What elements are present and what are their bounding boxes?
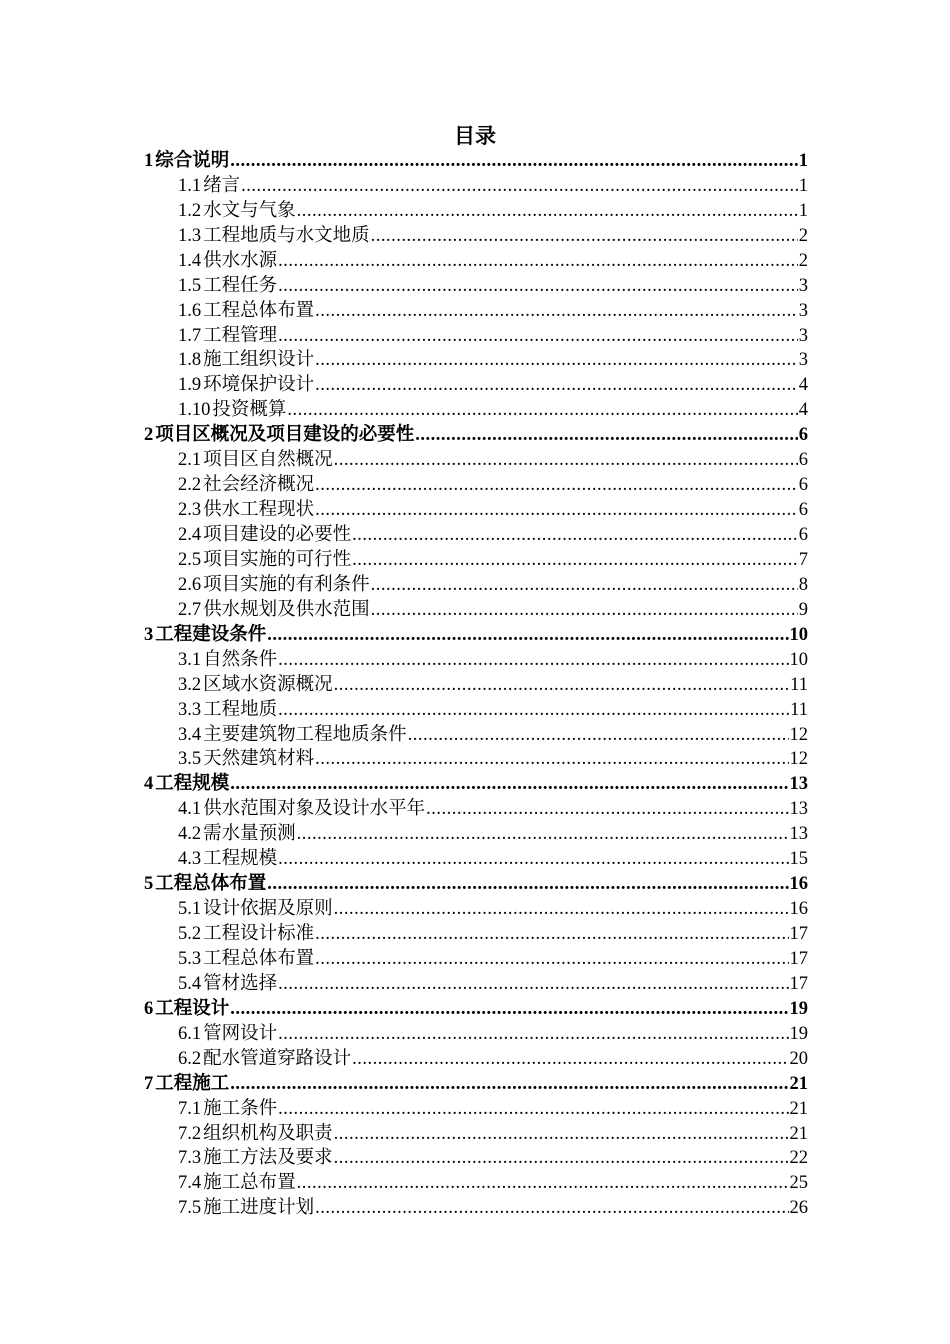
toc-entry-label [144, 623, 266, 647]
toc-section-entry[interactable] [144, 447, 808, 472]
toc-page-number: 3 [798, 325, 808, 346]
toc-section-entry[interactable] [144, 223, 808, 248]
toc-entry-number: 4 [144, 774, 154, 795]
toc-entry-label [178, 174, 240, 198]
toc-section-entry[interactable] [144, 397, 808, 422]
toc-entry-text: 施工进度计划 [203, 1197, 315, 1219]
toc-page-number: 11 [790, 674, 808, 695]
toc-section-entry[interactable] [144, 722, 808, 747]
toc-entry-label [178, 249, 277, 273]
toc-entry-text: 工程建设条件 [155, 623, 267, 645]
toc-entry-text: 施工组织设计 [203, 349, 315, 371]
toc-entry-number: 3.2 [178, 674, 202, 695]
toc-dot-leader [334, 1146, 789, 1170]
toc-entry-label [178, 448, 333, 472]
toc-entry-label [178, 822, 296, 846]
toc-entry-number: 4.3 [178, 849, 202, 870]
toc-entry-label [144, 997, 229, 1021]
toc-entry-label [178, 797, 425, 821]
toc-entry-text: 环境保护设计 [203, 374, 315, 396]
toc-entry-number: 2.6 [178, 574, 202, 595]
toc-entry-text: 施工总布置 [203, 1172, 296, 1194]
toc-section-entry[interactable] [144, 173, 808, 198]
toc-entry-label [178, 673, 333, 697]
toc-page-number: 20 [789, 1048, 808, 1069]
toc-section-entry[interactable] [144, 946, 808, 971]
toc-section-entry[interactable] [144, 896, 808, 921]
toc-entry-number: 5.4 [178, 973, 202, 994]
toc-entry-number: 7.5 [178, 1198, 202, 1219]
toc-page-number: 3 [798, 275, 808, 296]
toc-entry-label [178, 373, 314, 397]
toc-entry-number: 1.3 [178, 225, 202, 246]
toc-entry-text: 配水管道穿路设计 [203, 1047, 352, 1069]
toc-entry-number: 2.7 [178, 599, 202, 620]
toc-entry-number: 2.3 [178, 500, 202, 521]
toc-entry-label [178, 1122, 333, 1146]
toc-section-entry[interactable] [144, 597, 808, 622]
toc-chapter-entry[interactable] [144, 996, 808, 1021]
toc-entry-text: 项目建设的必要性 [203, 524, 352, 545]
toc-page-number: 17 [789, 948, 808, 969]
toc-entry-text: 供水范围对象及设计水平年 [203, 798, 426, 820]
toc-page-number: 12 [789, 749, 808, 770]
toc-page-number: 9 [798, 599, 808, 620]
toc-page-number: 26 [789, 1198, 808, 1219]
toc-chapter-entry[interactable] [144, 622, 808, 647]
toc-entry-text: 自然条件 [203, 648, 278, 670]
toc-dot-leader [315, 747, 788, 771]
toc-page-number: 6 [798, 500, 808, 521]
toc-dot-leader [241, 174, 798, 198]
toc-page-number: 8 [798, 574, 808, 595]
toc-entry-label [178, 1196, 314, 1220]
toc-page-number: 1 [798, 175, 808, 196]
toc-entry-label [178, 947, 314, 971]
toc-dot-leader [408, 723, 789, 747]
toc-dot-leader [315, 1196, 788, 1220]
toc-entry-label [178, 1047, 351, 1071]
toc-chapter-entry[interactable] [144, 871, 808, 896]
toc-page-number: 17 [789, 973, 808, 994]
toc-entry-text: 组织机构及职责 [203, 1122, 333, 1144]
toc-page-number: 22 [789, 1148, 808, 1169]
toc-section-entry[interactable] [144, 273, 808, 298]
toc-section-entry[interactable] [144, 372, 808, 397]
toc-entry-text: 施工方法及要求 [203, 1147, 333, 1169]
toc-entry-number: 3.1 [178, 649, 202, 670]
toc-entry-number: 3.4 [178, 724, 202, 745]
toc-entry-text: 需水量预测 [203, 823, 296, 845]
toc-entry-label [178, 897, 333, 921]
toc-entry-label [178, 1146, 333, 1170]
toc-entry-text: 管网设计 [203, 1022, 278, 1044]
toc-dot-leader [334, 1122, 789, 1146]
toc-section-entry[interactable] [144, 1195, 808, 1220]
toc-dot-leader [334, 897, 789, 921]
toc-page-number: 13 [789, 824, 808, 845]
toc-dot-leader [352, 1047, 788, 1071]
toc-entry-text: 设计依据及原则 [203, 898, 333, 920]
toc-entry-text: 区域水资源概况 [203, 673, 333, 695]
toc-entry-text: 水文与气象 [203, 199, 296, 221]
toc-page-number: 6 [798, 450, 808, 471]
toc-section-entry[interactable] [144, 697, 808, 722]
toc-dot-leader [230, 772, 788, 796]
toc-entry-number: 2.5 [178, 549, 202, 570]
toc-dot-leader [297, 199, 798, 223]
toc-page-number: 19 [789, 1023, 808, 1044]
toc-entry-number: 3.5 [178, 749, 202, 770]
toc-dot-leader [297, 1171, 789, 1195]
toc-entry-number: 5.1 [178, 899, 202, 920]
toc-dot-leader [278, 1097, 788, 1121]
toc-section-entry[interactable] [144, 472, 808, 497]
toc-entry-label [178, 847, 277, 871]
toc-entry-number: 1.2 [178, 200, 202, 221]
toc-dot-leader [415, 423, 797, 447]
toc-entry-label [144, 1072, 229, 1096]
toc-entry-number: 1.5 [178, 275, 202, 296]
toc-entry-label [178, 523, 351, 547]
toc-section-entry[interactable] [144, 323, 808, 348]
toc-page-number: 2 [798, 225, 808, 246]
toc-section-entry[interactable] [144, 248, 808, 273]
toc-page-number: 10 [789, 649, 808, 670]
toc-dot-leader [278, 324, 798, 348]
toc-dot-leader [371, 224, 798, 248]
toc-entry-number: 6.1 [178, 1023, 202, 1044]
toc-section-entry[interactable] [144, 547, 808, 572]
toc-entry-text: 管材选择 [203, 972, 278, 994]
toc-section-entry[interactable] [144, 921, 808, 946]
toc-entry-text: 工程总体布置 [155, 873, 267, 895]
toc-chapter-entry[interactable] [144, 148, 808, 173]
toc-chapter-entry[interactable] [144, 1071, 808, 1096]
toc-entry-text: 工程管理 [203, 324, 278, 346]
toc-entry-label [178, 224, 370, 248]
toc-dot-leader [315, 373, 798, 397]
toc-entry-label [178, 972, 277, 996]
toc-entry-number: 1.10 [178, 400, 211, 421]
toc-page-number: 21 [789, 1073, 808, 1094]
toc-entry-text: 绪言 [203, 174, 241, 196]
toc-dot-leader [267, 872, 788, 896]
toc-entry-text: 投资概算 [212, 399, 287, 421]
toc-dot-leader [334, 448, 798, 472]
toc-entry-text: 工程设计 [155, 997, 230, 1019]
toc-dot-leader [371, 598, 798, 622]
toc-page-number: 21 [789, 1098, 808, 1119]
toc-page-number: 7 [798, 549, 808, 570]
toc-entry-label [144, 772, 229, 796]
toc-title: 目录 [454, 123, 496, 148]
toc-entry-text: 项目实施的可行性 [203, 548, 352, 570]
toc-entry-text: 供水工程现状 [203, 499, 315, 521]
toc-entry-label [178, 398, 286, 422]
toc-dot-leader [278, 648, 788, 672]
toc-entry-label [178, 573, 370, 597]
toc-page-number: 4 [798, 400, 808, 421]
toc-entry-text: 供水规划及供水范围 [203, 598, 370, 620]
toc-dot-leader [426, 797, 788, 821]
toc-dot-leader [334, 673, 790, 697]
toc-entry-label [178, 723, 407, 747]
toc-section-entry[interactable] [144, 572, 808, 597]
toc-entry-text: 工程设计标准 [203, 923, 315, 944]
toc-page-number: 1 [798, 200, 808, 221]
toc-page-number: 16 [789, 899, 808, 920]
toc-entry-label [178, 473, 314, 497]
toc-entry-number: 4.2 [178, 824, 202, 845]
toc-section-entry[interactable] [144, 747, 808, 772]
toc-entry-number: 1.4 [178, 250, 202, 271]
toc-dot-leader [315, 348, 798, 372]
toc-page-number: 6 [798, 525, 808, 545]
toc-dot-leader [315, 473, 798, 497]
toc-section-entry[interactable] [144, 1170, 808, 1195]
toc-entry-text: 工程总体布置 [203, 299, 315, 321]
toc-dot-leader [352, 523, 798, 547]
toc-section-entry[interactable] [144, 971, 808, 996]
toc-section-entry[interactable] [144, 647, 808, 672]
toc-entry-label [178, 1171, 296, 1195]
toc-list [144, 148, 808, 1220]
toc-entry-number: 2.4 [178, 525, 202, 545]
toc-entry-number: 1.9 [178, 375, 202, 396]
toc-entry-label [144, 872, 266, 896]
toc-dot-leader [267, 623, 788, 647]
toc-entry-text: 施工条件 [203, 1097, 278, 1119]
toc-dot-leader [371, 573, 798, 597]
toc-chapter-entry[interactable] [144, 422, 808, 447]
toc-dot-leader [278, 1022, 788, 1046]
toc-section-entry[interactable] [144, 1121, 808, 1146]
toc-page-number: 12 [789, 724, 808, 745]
toc-entry-number: 2.1 [178, 450, 202, 471]
toc-page-number: 6 [798, 475, 808, 496]
toc-entry-number: 3 [144, 624, 154, 645]
toc-entry-label [178, 1022, 277, 1046]
toc-entry-label [178, 598, 370, 622]
toc-section-entry[interactable] [144, 298, 808, 323]
toc-dot-leader [230, 1072, 788, 1096]
toc-entry-label [178, 698, 277, 722]
toc-dot-leader [315, 922, 788, 946]
toc-dot-leader [352, 548, 798, 572]
toc-section-entry[interactable] [144, 1146, 808, 1171]
toc-entry-text: 项目区概况及项目建设的必要性 [155, 424, 415, 446]
toc-entry-text: 工程地质 [203, 698, 278, 720]
toc-entry-number: 1.7 [178, 325, 202, 346]
toc-entry-number: 2 [144, 425, 154, 446]
toc-section-entry[interactable] [144, 672, 808, 697]
toc-entry-label [178, 498, 314, 522]
toc-entry-number: 7.2 [178, 1123, 202, 1144]
toc-entry-text: 工程规模 [155, 773, 230, 795]
toc-entry-label [178, 648, 277, 672]
toc-entry-label [178, 274, 277, 298]
toc-entry-text: 供水水源 [203, 249, 278, 271]
toc-page-number: 3 [798, 300, 808, 321]
toc-page-number: 13 [789, 799, 808, 820]
toc-entry-number: 1 [144, 150, 154, 171]
toc-page-number: 6 [798, 425, 808, 446]
toc-entry-label [178, 922, 314, 946]
toc-section-entry[interactable] [144, 497, 808, 522]
toc-entry-number: 6.2 [178, 1048, 202, 1069]
toc-section-entry[interactable] [144, 1046, 808, 1071]
toc-page-number: 3 [798, 350, 808, 371]
toc-dot-leader [230, 149, 797, 173]
toc-dot-leader [278, 847, 788, 871]
toc-entry-text: 工程任务 [203, 274, 278, 296]
toc-dot-leader [278, 274, 798, 298]
toc-section-entry[interactable] [144, 1096, 808, 1121]
toc-entry-text: 工程施工 [155, 1072, 230, 1094]
toc-dot-leader [315, 299, 798, 323]
toc-entry-label [178, 1097, 277, 1121]
toc-entry-label [178, 548, 351, 572]
toc-entry-label [178, 747, 314, 771]
toc-section-entry[interactable] [144, 198, 808, 223]
toc-section-entry[interactable] [144, 796, 808, 821]
toc-page-number: 15 [789, 849, 808, 870]
toc-entry-number: 5 [144, 874, 154, 895]
toc-entry-number: 1.1 [178, 175, 202, 196]
toc-entry-label [178, 199, 296, 223]
toc-section-entry[interactable] [144, 522, 808, 547]
toc-entry-label [178, 324, 277, 348]
toc-dot-leader [278, 249, 798, 273]
toc-page-number: 21 [789, 1123, 808, 1144]
toc-entry-number: 7 [144, 1073, 154, 1094]
toc-dot-leader [278, 972, 788, 996]
toc-entry-text: 工程总体布置 [203, 947, 315, 969]
toc-section-entry[interactable] [144, 846, 808, 871]
toc-entry-number: 5.3 [178, 948, 202, 969]
toc-entry-text: 项目实施的有利条件 [203, 573, 370, 595]
toc-dot-leader [315, 947, 788, 971]
toc-page-number: 25 [789, 1173, 808, 1194]
toc-page-number: 16 [789, 874, 808, 895]
toc-page-number: 19 [789, 998, 808, 1019]
toc-dot-leader [315, 498, 798, 522]
toc-entry-number: 7.1 [178, 1098, 202, 1119]
toc-entry-text: 项目区自然概况 [203, 449, 333, 471]
toc-entry-text: 工程地质与水文地质 [203, 224, 370, 246]
toc-page-number: 10 [789, 624, 808, 645]
toc-entry-number: 4.1 [178, 799, 202, 820]
toc-entry-label [178, 348, 314, 372]
toc-entry-number: 7.3 [178, 1148, 202, 1169]
toc-page-number: 2 [798, 250, 808, 271]
toc-dot-leader [287, 398, 797, 422]
toc-page-number: 17 [789, 924, 808, 944]
toc-dot-leader [230, 997, 788, 1021]
toc-entry-number: 6 [144, 998, 154, 1019]
toc-entry-number: 7.4 [178, 1173, 202, 1194]
toc-entry-number: 2.2 [178, 475, 202, 496]
toc-entry-text: 主要建筑物工程地质条件 [203, 723, 407, 745]
toc-entry-text: 工程规模 [203, 848, 278, 870]
toc-page-number: 1 [798, 150, 808, 171]
toc-dot-leader [278, 698, 789, 722]
toc-entry-number: 5.2 [178, 924, 202, 944]
toc-page-number: 11 [790, 699, 808, 720]
toc-entry-number: 1.6 [178, 300, 202, 321]
toc-entry-label [144, 149, 229, 173]
toc-entry-label [178, 299, 314, 323]
toc-chapter-entry[interactable] [144, 771, 808, 796]
toc-entry-number: 1.8 [178, 350, 202, 371]
toc-section-entry[interactable] [144, 821, 808, 846]
toc-section-entry[interactable] [144, 1021, 808, 1046]
toc-entry-text: 天然建筑材料 [203, 748, 315, 770]
toc-page-number: 4 [798, 375, 808, 396]
toc-entry-text: 综合说明 [155, 149, 230, 171]
toc-dot-leader [297, 822, 789, 846]
toc-page-number: 13 [789, 774, 808, 795]
toc-entry-label [144, 423, 414, 447]
toc-entry-text: 社会经济概况 [203, 474, 315, 496]
toc-section-entry[interactable] [144, 348, 808, 373]
toc-entry-number: 3.3 [178, 699, 202, 720]
